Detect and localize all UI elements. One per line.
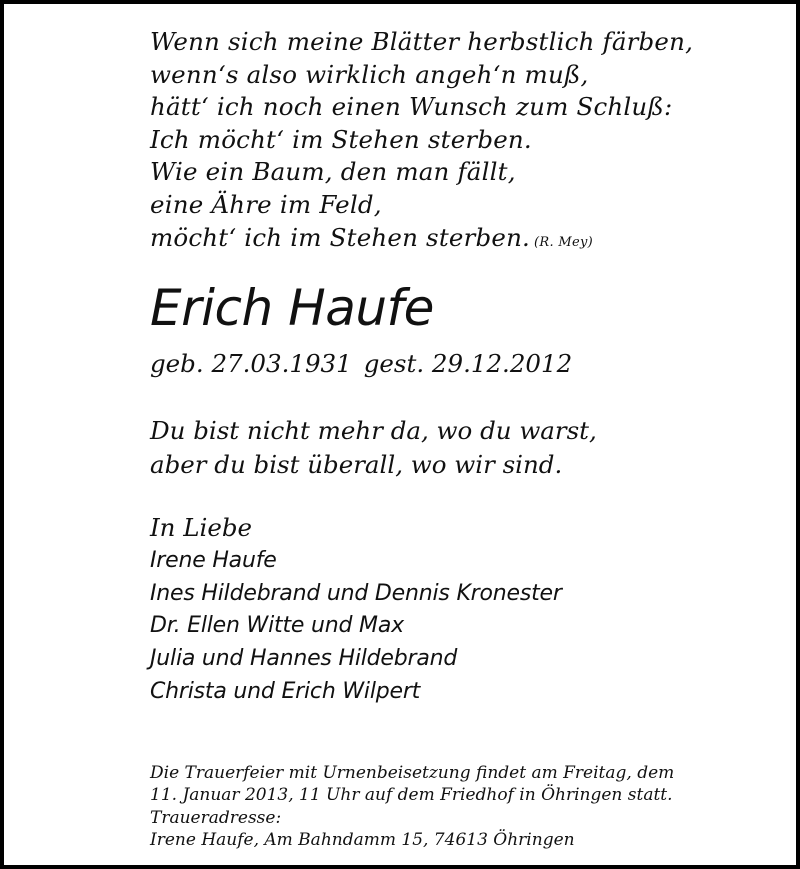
mourner-name: Irene Haufe [150, 548, 277, 573]
mourners-list [150, 545, 562, 709]
notice-line: Traueradresse: [150, 807, 282, 828]
memorial-quote [150, 414, 597, 481]
poem-line: Ich möcht‘ im Stehen sterben. [150, 124, 532, 154]
poem [150, 26, 693, 259]
poem-line: hätt‘ ich noch einen Wunsch zum Schluß: [150, 92, 673, 122]
notice-line: 11. Januar 2013, 11 Uhr auf dem Friedhof in Öhringen statt. [150, 785, 673, 806]
birth-date: geb. 27.03.1931 [150, 349, 352, 378]
poem-last-line [150, 222, 693, 260]
poem-line: Wie ein Baum, den man fällt, [150, 157, 516, 187]
poem-credit: (R. Mey) [534, 234, 593, 250]
quote-line: aber du bist überall, wo wir sind. [150, 449, 563, 479]
mourners-intro: In Liebe [150, 513, 253, 542]
mourner-name: Dr. Ellen Witte und Max [150, 613, 404, 639]
life-dates [150, 348, 572, 380]
mourner-name: Christa und Erich Wilpert [150, 678, 421, 704]
quote-line: Du bist nicht mehr da, wo du warst, [150, 416, 597, 445]
poem-line: Wenn sich meine Blätter herbstlich färben, [150, 27, 694, 56]
poem-line: eine Ähre im Feld, [150, 189, 382, 219]
deceased-name: Erich Haufe [150, 279, 434, 337]
mourner-name: Julia und Hannes Hildebrand [150, 646, 458, 672]
notice-line: Irene Haufe, Am Bahndamm 15, 74613 Öhringen [150, 829, 575, 850]
mourner-name: Ines Hildebrand und Dennis Kronester [150, 580, 562, 606]
poem-line: möcht‘ ich im Stehen sterben. [150, 222, 531, 252]
notice-line: Die Trauerfeier mit Urnenbeisetzung findet am Freitag, dem [150, 763, 675, 783]
funeral-notice [150, 762, 674, 851]
death-date: gest. 29.12.2012 [363, 349, 573, 378]
poem-line: wenn‘s also wirklich angeh‘n muß, [150, 59, 589, 89]
